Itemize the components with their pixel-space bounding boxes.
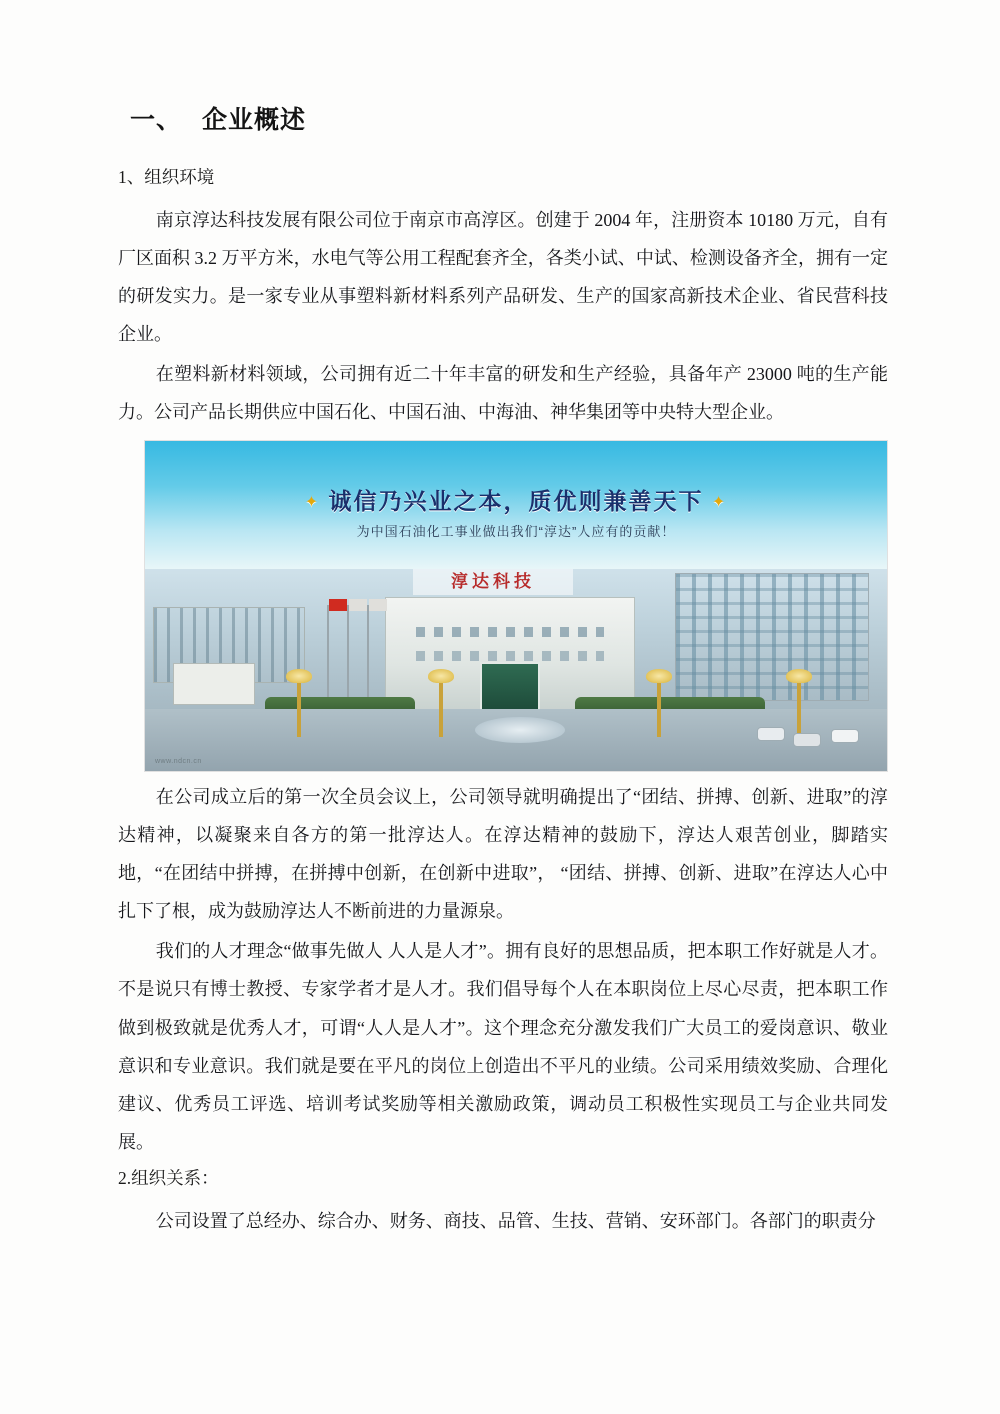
photo-fountain bbox=[475, 717, 565, 743]
photo-car bbox=[757, 727, 785, 741]
photo-car bbox=[793, 733, 821, 747]
photo-street-lamp bbox=[797, 679, 801, 737]
paragraph-capacity: 在塑料新材料领域，公司拥有近二十年丰富的研发和生产经验，具备年产 23000 吨的生产能力。公司产品长期供应中国石化、中国石油、中海油、神华集团等中央特大型企业。 bbox=[118, 364, 888, 423]
flag-icon bbox=[329, 599, 347, 611]
photo-banner-sub: 为中国石油化工事业做出我们“淳达”人应有的贡献！ bbox=[356, 523, 676, 539]
photo-watermark: www.ndcn.cn bbox=[155, 757, 202, 765]
paragraph-company-intro: 南京淳达科技发展有限公司位于南京市高淳区。创建于 2004 年，注册资本 10180 万元，自有厂区面积 3.2 万平方米，水电气等公用工程配套齐全，各类小试、中试、检测设备齐全，拥有一定的研发实力。是一家专业从事塑料新材料系列产品研发、生产的国家高新技术企业、省民营科技企业。 bbox=[118, 209, 888, 345]
photo-main-entrance bbox=[480, 662, 540, 714]
photo-street-lamp bbox=[439, 679, 443, 737]
star-icon: ✦ bbox=[711, 493, 728, 511]
paragraph-talent: 我们的人才理念“做事先做人 人人是人才”。拥有良好的思想品质，把本职工作好就是人才。不是说只有博士教授、专家学者才是人才。我们倡导每个人在本职岗位上尽心尽责，把本职工作做到极致就是优秀人才，可谓“人人是人才”。这个理念充分激发我们广大员工的爱岗意识、敬业意识和专业意识。我们就是要在平凡的岗位上创造出不平凡的业绩。公司采用绩效奖励、合理化建议、优秀员工评选、培训考试奖励等相关激励政策，调动员工积极性实现员工与企业共同发展。 bbox=[118, 941, 888, 1152]
document-body bbox=[118, 100, 888, 1242]
photo-street-lamp bbox=[657, 679, 661, 737]
heading-text: 企业概述 bbox=[202, 106, 307, 134]
photo-car bbox=[831, 729, 859, 743]
photo-building-main bbox=[385, 597, 635, 711]
paragraph-spirit: 在公司成立后的第一次全员会议上，公司领导就明确提出了“团结、拼搏、创新、进取”的淳达精神，以凝聚来自各方的第一批淳达人。在淳达精神的鼓励下，淳达人艰苦创业，脚踏实地，“在团结中拼搏，在拼搏中创新，在创新中进取”， “团结、拼搏、创新、进取”在淳达人心中扎下了根，成为鼓励淳达人不断前进的力量源泉。 bbox=[118, 786, 888, 922]
photo-guardhouse bbox=[173, 663, 255, 705]
star-icon: ✦ bbox=[304, 493, 321, 511]
photo-street-lamp bbox=[297, 679, 301, 737]
section-2-label: 2.组织关系： bbox=[118, 1168, 219, 1189]
banner-main-text: 诚信乃兴业之本，质优则兼善天下 bbox=[328, 487, 704, 514]
flag-icon bbox=[369, 599, 387, 611]
section-1-label: 1、组织环境 bbox=[118, 167, 215, 187]
photo-flagpoles bbox=[323, 597, 381, 709]
company-photo bbox=[144, 440, 888, 772]
page-title bbox=[130, 100, 888, 136]
flag-icon bbox=[349, 599, 367, 611]
photo-banner-main bbox=[145, 483, 887, 516]
photo-company-sign: 淳达科技 bbox=[413, 569, 573, 595]
paragraph-departments: 公司设置了总经办、综合办、财务、商技、品管、生技、营销、安环部门。各部门的职责分 bbox=[155, 1210, 876, 1231]
heading-number: 一、 bbox=[130, 106, 183, 134]
photo-building-right bbox=[675, 573, 869, 701]
